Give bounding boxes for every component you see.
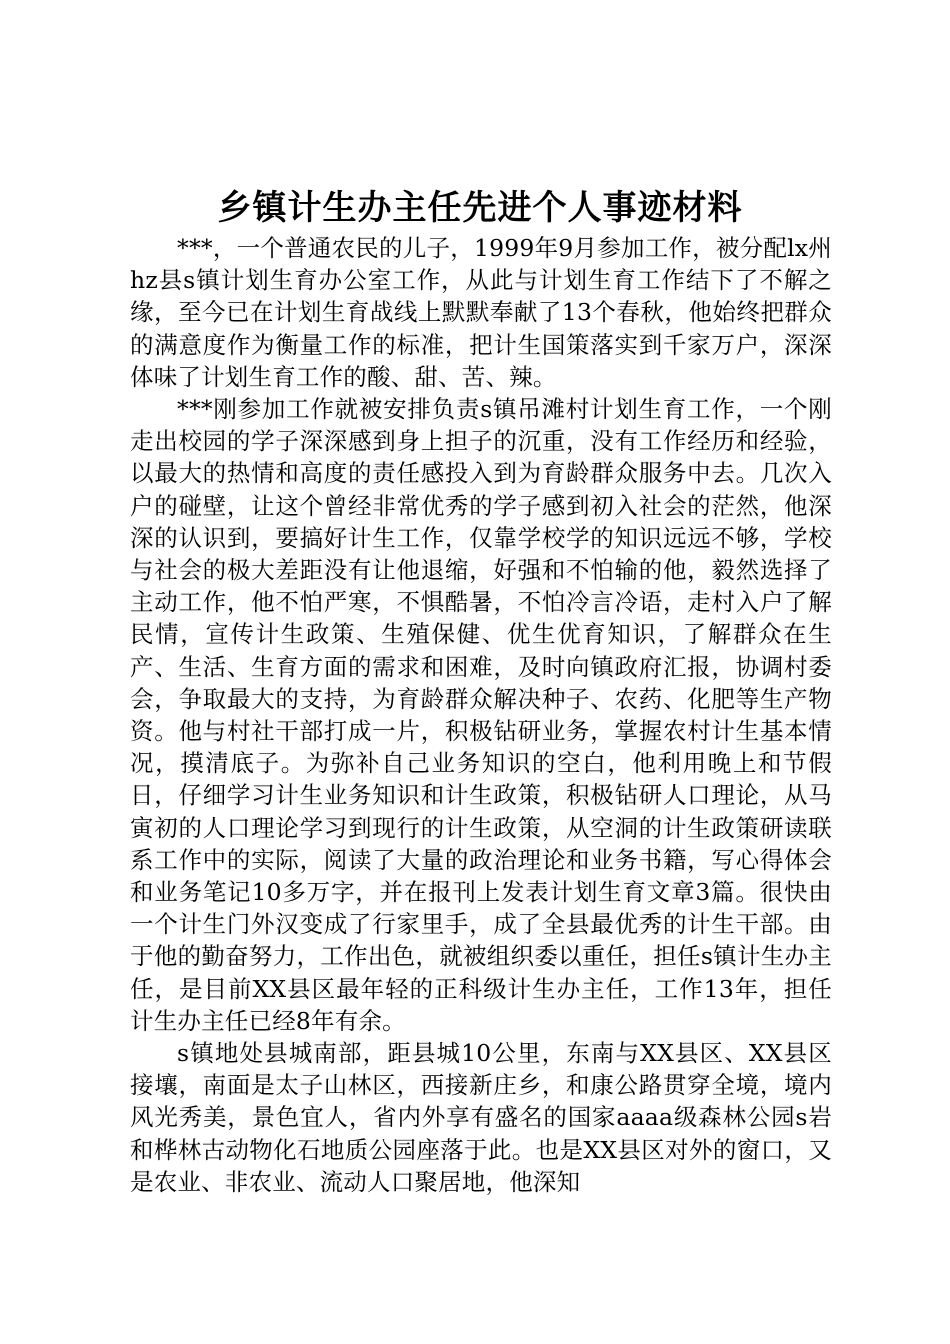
document-title: 乡镇计生办主任先进个人事迹材料 xyxy=(217,188,743,228)
paragraph-3: s镇地处县城南部，距县城10公里，东南与XX县区、XX县区接壤，南面是太子山林区，西接新庄乡，和康公路贯穿全境，境内风光秀美，景色宜人，省内外享有盛名的国家aaaa级森林公园s岩和桦林古动物化石地质公园座落于此。也是XX县区对外的窗口，又是农业、非农业、流动人口聚居地，他深知 xyxy=(130,1039,832,1196)
paragraph-2: ***刚参加工作就被安排负责s镇吊滩村计划生育工作，一个刚走出校园的学子深深感到身上担子的沉重，没有工作经历和经验，以最大的热情和高度的责任感投入到为育龄群众服务中去。几次入户的碰壁，让这个曾经非常优秀的学子感到初入社会的茫然，他深深的认识到，要搞好计生工作，仅靠学校学的知识远远不够，学校与社会的极大差距没有让他退缩，好强和不怕输的他，毅然选择了主动工作，他不怕严寒，不惧酷暑，不怕冷言冷语，走村入户了解民情，宣传计生政策、生殖保健、优生优育知识，了解群众在生产、生活、生育方面的需求和困难，及时向镇政府汇报，协调村委会，争取最大的支持，为育龄群众解决种子、农药、化肥等生产物资。他与村社干部打成一片，积极钻研业务，掌握农村计生基本情况，摸清底子。为弥补自己业务知识的空白，他利用晚上和节假日，仔细学习计生业务知识和计生政策，积极钻研人口理论，从马寅初的人口理论学习到现行的计生政策，从空洞的计生政策研读联系工作中的实际，阅读了大量的政治理论和业务书籍，写心得体会和业务笔记10多万字，并在报刊上发表计划生育文章3篇。很快由一个计生门外汉变成了行家里手，成了全县最优秀的计生干部。由于他的勤奋努力，工作出色，就被组织委以重任，担任s镇计生办主任，是目前XX县区最年轻的正科级计生办主任，工作13年，担任计生办主任已经8年有余。 xyxy=(130,395,832,1035)
document-body xyxy=(130,232,832,1198)
paragraph-1: ***，一个普通农民的儿子，1999年9月参加工作，被分配lx州hz县s镇计划生育办公室工作，从此与计划生育工作结下了不解之缘，至今已在计划生育战线上默默奉献了13个春秋，他始终把群众的满意度作为衡量工作的标准，把计生国策落实到千家万户，深深体味了计划生育工作的酸、甜、苦、辣。 xyxy=(130,234,832,391)
